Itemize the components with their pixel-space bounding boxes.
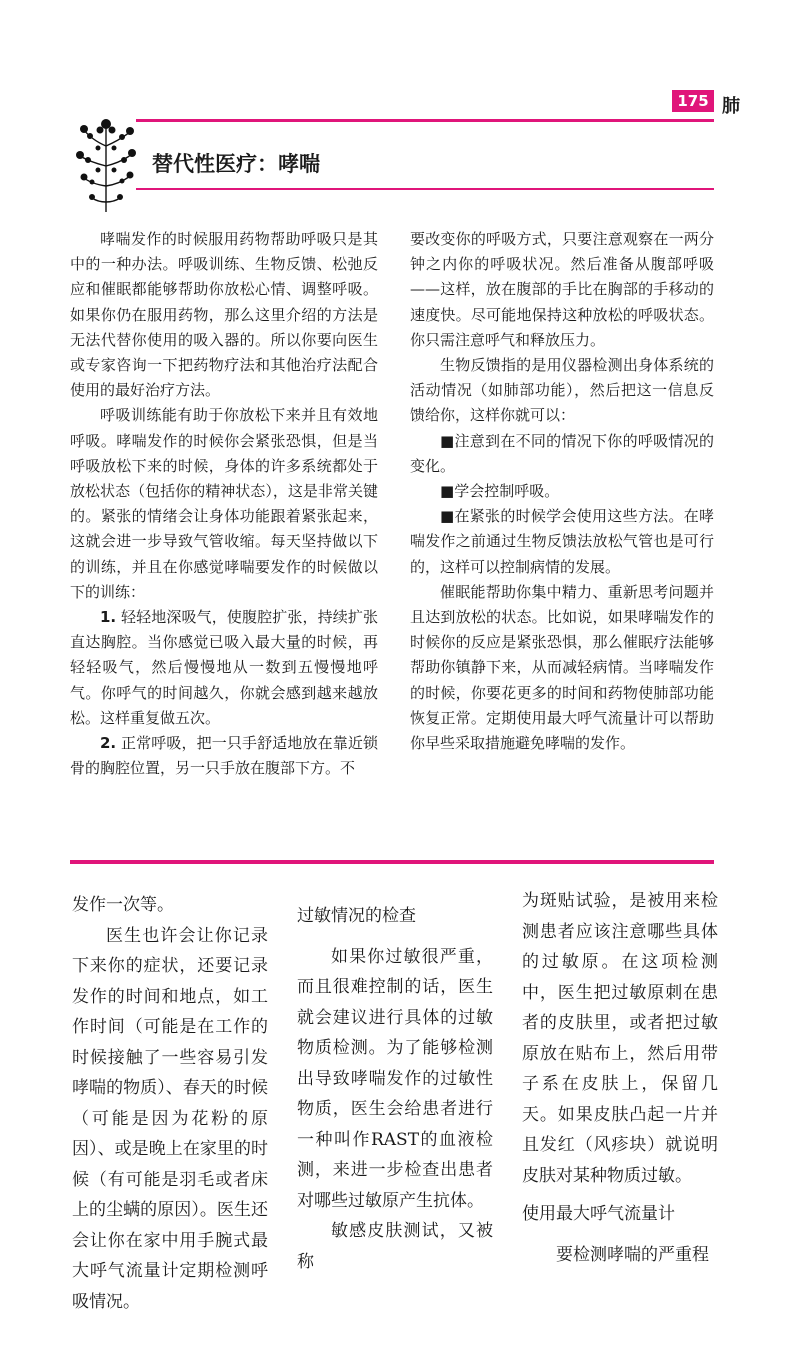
box-left-column [70,227,378,781]
page-number: 175 [672,90,714,112]
bullet-text: 注意到在不同的情况下你的呼吸情况的变化。 [410,431,714,475]
paragraph: 催眠能帮助你集中精力、重新思考问题并且达到放松的状态。比如说，如果哮喘发作的时候你的反应是紧张恐惧，那么催眠疗法能够帮助你镇静下来，从而减轻病情。当哮喘发作的时候，你要花更多的时间和药物使肺部功能恢复正常。定期使用最大呼气流量计可以帮助你早些采取措施避免哮喘的发作。 [410,582,714,753]
title-rule [136,188,714,190]
chapter-title: 肺 [722,96,740,117]
box-title: 替代性医疗：哮喘 [152,152,320,176]
step-2-label: 2. [100,734,117,753]
section-heading: 使用最大呼气流量计 [522,1204,675,1224]
section-divider [70,860,714,864]
bullet-mark: ■ [440,482,455,501]
paragraph: 要改变你的呼吸方式，只要注意观察在一两分钟之内你的呼吸状况。然后准备从腹部呼吸——这样，放在腹部的手比在胸部的手移动的速度快。尽可能地保持这种放松的呼吸状态。你只需注意呼气和释放压力。 [410,230,714,349]
bullet-text: 在紧张的时候学会使用这些方法。在哮喘发作之前通过生物反馈法放松气管也是可行的，这样可以控制病情的发展。 [410,507,714,576]
body-column-1 [72,890,268,1317]
step-1 [70,605,378,731]
paragraph: 医生也许会让你记录下来你的症状，还要记录发作的时间和地点，如工作时间（可能是在工作的时候接触了一些容易引发哮喘的物质）、春天的时候（可能是因为花粉的原因）、或是晚上在家里的时候（有可能是羽毛或者床上的尘螨的原因）。医生还会让你在家中用手腕式最大呼气流量计定期检测呼吸情况。 [72,925,268,1312]
bullet-mark: ■ [440,507,455,526]
section-heading: 过敏情况的检查 [297,906,416,926]
bullet-item [410,479,714,504]
paragraph: 要检测哮喘的严重程 [556,1244,709,1265]
paragraph: 发作一次等。 [72,895,174,915]
herb-illustration-icon [72,116,140,214]
bullet-item [410,429,714,479]
body-column-3 [522,886,718,1270]
paragraph: 哮喘发作的时候服用药物帮助呼吸只是其中的一种办法。呼吸训练、生物反馈、松弛反应和催眠都能够帮助你放松心情、调整呼吸。如果你仍在服用药物，那么这里介绍的方法是无法代替你使用的吸入器的。所以你要向医生或专家咨询一下把药物疗法和其他治疗法配合使用的最好治疗方法。 [70,230,378,400]
bullet-text: 学会控制呼吸。 [454,482,560,501]
bullet-mark: ■ [440,431,455,450]
step-2 [70,731,378,781]
body-column-2 [297,893,493,1277]
top-rule [136,119,714,122]
paragraph: 生物反馈指的是用仪器检测出身体系统的活动情况（如肺部功能），然后把这一信息反馈给你，这样你就可以： [410,356,714,425]
step-1-label: 1. [100,608,117,627]
step-2-text: 正常呼吸，把一只手舒适地放在靠近锁骨的胸腔位置，另一只手放在腹部下方。不 [70,734,378,778]
paragraph: 敏感皮肤测试，又被称 [297,1221,493,1272]
bullet-item [410,504,714,580]
box-right-column [410,227,714,756]
paragraph: 呼吸训练能有助于你放松下来并且有效地呼吸。哮喘发作的时候你会紧张恐惧，但是当呼吸放松下来的时候，身体的许多系统都处于放松状态（包括你的精神状态），这是非常关键的。紧张的情绪会让身体功能跟着紧张起来，这就会进一步导致气管收缩。每天坚持做以下的训练，并且在你感觉哮喘要发作的时候做以下的训练： [70,406,378,601]
paragraph: 为斑贴试验，是被用来检测患者应该注意哪些具体的过敏原。在这项检测中，医生把过敏原刺在患者的皮肤里，或者把过敏原放在贴布上，然后用带子系在皮肤上，保留几天。如果皮肤凸起一片并且发红（风疹块）就说明皮肤对某种物质过敏。 [522,891,718,1186]
paragraph: 如果你过敏很严重，而且很难控制的话，医生就会建议进行具体的过敏物质检测。为了能够检测出导致哮喘发作的过敏性物质，医生会给患者进行一种叫作RAST的血液检测，来进一步检查出患者对哪些过敏原产生抗体。 [297,946,493,1211]
step-1-text: 轻轻地深吸气，使腹腔扩张，持续扩张直达胸腔。当你感觉已吸入最大量的时候，再轻轻吸气，然后慢慢地从一数到五慢慢地呼气。你呼气的时间越久，你就会感到越来越放松。这样重复做五次。 [70,608,378,727]
